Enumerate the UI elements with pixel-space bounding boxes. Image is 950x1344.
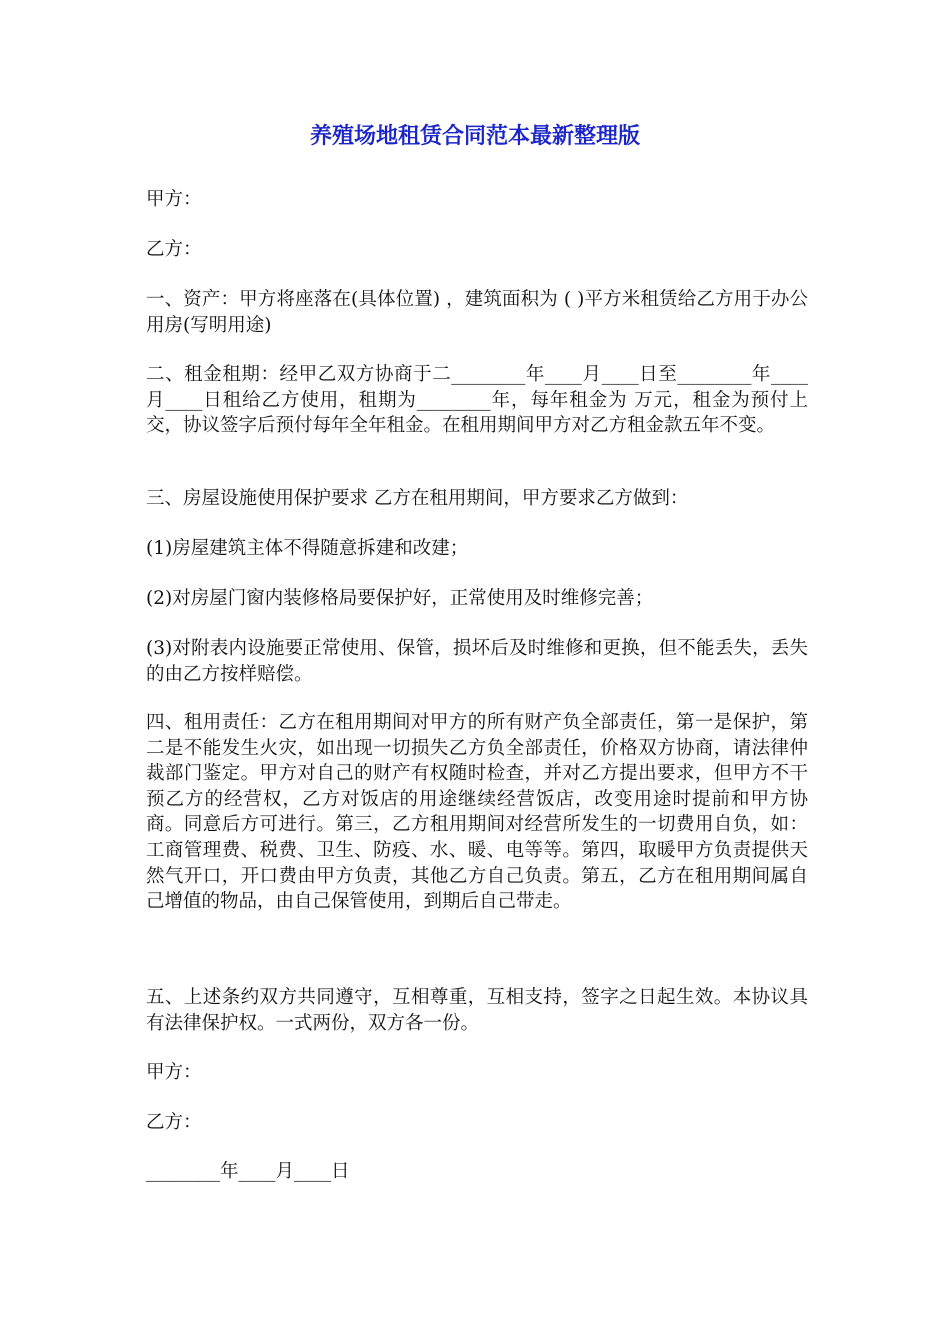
signature-party-a: 甲方：: [146, 1062, 202, 1083]
clause-3-item-3: (3)对附表内设施要正常使用、保管，损坏后及时维修和更换，但不能丢失，丢失的由乙方按样赔偿。: [146, 638, 808, 685]
clause-2-rent-term: 二、租金租期：经甲乙双方协商于二________年____月____日至________年____月____日租给乙方使用，租期为________年，每年租金为 万元，租金为预付上交，协议签字后预付每年全年租金。在租用期间甲方对乙方租金款五年不变。: [146, 364, 808, 437]
clause-1-assets: 一、资产：甲方将座落在(具体位置) ，建筑面积为 ( )平方米租赁给乙方用于办公用房(写明用途): [146, 289, 808, 336]
party-a-label: 甲方：: [146, 189, 202, 210]
clause-4-responsibility: 四、租用责任：乙方在租用期间对甲方的所有财产负全部责任，第一是保护，第二是不能发生火灾，如出现一切损失乙方负全部责任，价格双方协商，请法律仲裁部门鉴定。甲方对自己的财产有权随时检查，并对乙方提出要求，但甲方不干预乙方的经营权，乙方对饭店的用途继续经营饭店，改变用途时提前和甲方协商。同意后方可进行。第三，乙方租用期间对经营所发生的一切费用自负，如：工商管理费、税费、卫生、防疫、水、暖、电等等。第四，取暖甲方负责提供天然气开口，开口费由甲方负责，其他乙方自己负责。第五，乙方在租用期间属自己增值的物品，由自己保管使用，到期后自己带走。: [146, 712, 808, 913]
signature-party-b: 乙方：: [146, 1112, 202, 1133]
clause-3-facilities: 三、房屋设施使用保护要求 乙方在租用期间，甲方要求乙方做到：: [146, 488, 689, 509]
clause-5-effect: 五、上述条约双方共同遵守，互相尊重，互相支持，签字之日起生效。本协议具有法律保护权。一式两份，双方各一份。: [146, 987, 808, 1034]
signature-date: ________年____月____日: [146, 1161, 350, 1182]
document-title: 养殖场地租赁合同范本最新整理版: [309, 124, 640, 149]
clause-3-item-2: (2)对房屋门窗内装修格局要保护好，正常使用及时维修完善；: [146, 588, 654, 609]
party-b-label: 乙方：: [146, 239, 202, 260]
clause-3-item-1: (1)房屋建筑主体不得随意拆建和改建；: [146, 538, 469, 559]
